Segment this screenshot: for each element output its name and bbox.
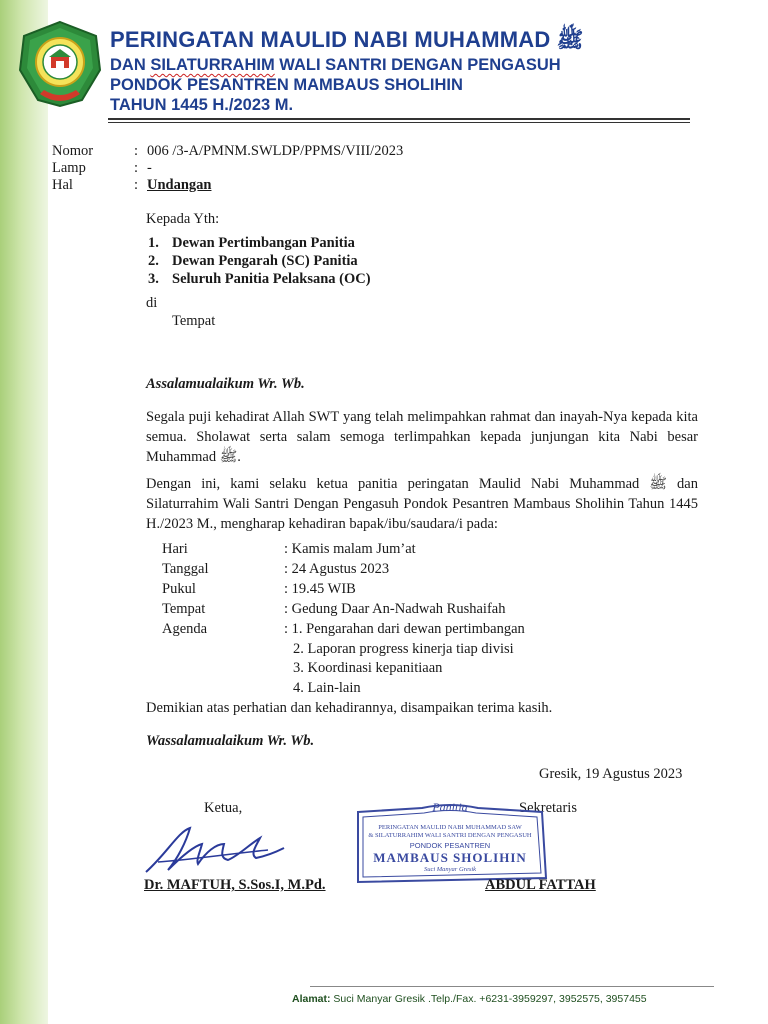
agenda-item-2: 2. Laporan progress kinerja tiap divisi [293, 641, 514, 657]
salam-closing: Wassalamualaikum Wr. Wb. [146, 733, 315, 749]
hal-colon: : [134, 177, 139, 193]
recipient-num-1: 1. [148, 235, 159, 251]
event-tanggal-value: : 24 Agustus 2023 [284, 561, 390, 577]
closing-text: Demikian atas perhatian dan kehadirannya, disampaikan terima kasih. [146, 700, 553, 716]
stamp-line-5: Suci Manyar Gresik [423, 866, 477, 873]
header-subtitle-1 [110, 56, 561, 75]
stamp-line-4: MAMBAUS SHOLIHIN [373, 850, 527, 865]
recipient-item-1: Dewan Pertimbangan Panitia [172, 235, 355, 251]
agenda-item-3: 3. Koordinasi kepanitiaan [293, 660, 443, 676]
recipient-item-2: Dewan Pengarah (SC) Panitia [172, 253, 358, 269]
paragraph-1: Segala puji kehadirat Allah SWT yang telah melimpahkan rahmat dan inayah-Nya kepada kita semua. Sholawat serta salam semoga terlimpahkan kepada junjungan kita Nabi besar Muhammad ﷺ. [146, 409, 698, 465]
nomor-label: Nomor [52, 143, 94, 159]
header-subtitle-2: PONDOK PESANTREN MAMBAUS SHOLIHIN [110, 76, 463, 94]
paragraph-2: Dengan ini, kami selaku ketua panitia peringatan Maulid Nabi Muhammad ﷺ dan Silaturrahim Wali Santri Dengan Pengasuh Pondok Pesantren Mambaus Sholihin Tahun 1445 H./2023 M., mengharap kehadiran bapak/ibu/saudara/i pada: [146, 476, 698, 532]
ketua-signature [138, 822, 288, 878]
stamp-line-3: PONDOK PESANTREN [409, 841, 491, 850]
side-green-band [0, 0, 48, 1024]
sekretaris-name: ABDUL FATTAH [485, 877, 596, 893]
stamp-line-2: & SILATURRAHIM WALI SANTRI DENGAN PENGASUH [368, 832, 532, 839]
footer-rule [310, 986, 714, 987]
agenda-item-1: : 1. Pengarahan dari dewan pertimbangan [284, 621, 525, 637]
event-hari-label: Hari [162, 541, 188, 557]
recipient-num-2: 2. [148, 253, 159, 269]
footer-address [292, 993, 647, 1005]
header-subtitle-3: TAHUN 1445 H./2023 M. [110, 96, 294, 114]
hal-label: Hal [52, 177, 73, 193]
lamp-value: - [147, 160, 152, 176]
footer-address-label: Alamat: [292, 993, 331, 1005]
nomor-value: 006 /3-A/PMNM.SWLDP/PPMS/VIII/2023 [147, 143, 404, 159]
header-subtitle-prefix: DAN [110, 56, 151, 74]
sekretaris-title: Sekretaris [519, 800, 577, 816]
event-agenda-label: Agenda [162, 621, 208, 637]
school-logo [18, 20, 102, 108]
event-tempat-label: Tempat [162, 601, 206, 617]
header-subtitle-rest: WALI SANTRI DENGAN PENGASUH [274, 56, 561, 74]
recipient-tempat: Tempat [172, 313, 216, 329]
stamp-top: Panitia [432, 800, 468, 814]
recipient-item-3: Seluruh Panitia Pelaksana (OC) [172, 271, 371, 287]
lamp-colon: : [134, 160, 139, 176]
recipient-di: di [146, 295, 158, 311]
recipient-num-3: 3. [148, 271, 159, 287]
event-tempat-value: : Gedung Daar An-Nadwah Rushaifah [284, 601, 506, 617]
salam-opening: Assalamualaikum Wr. Wb. [146, 376, 305, 392]
agenda-item-4: 4. Lain-lain [293, 680, 361, 696]
header-rule-thick [108, 118, 690, 120]
committee-stamp [352, 800, 548, 886]
hal-value: Undangan [147, 177, 212, 193]
nomor-colon: : [134, 143, 139, 159]
header-title: PERINGATAN MAULID NABI MUHAMMAD ﷺ [110, 27, 584, 52]
header-subtitle-wavy: SILATURRAHIM [150, 56, 275, 74]
event-tanggal-label: Tanggal [162, 561, 209, 577]
lamp-label: Lamp [52, 160, 86, 176]
stamp-line-1: PERINGATAN MAULID NABI MUHAMMAD SAW [378, 824, 522, 831]
ketua-name: Dr. MAFTUH, S.Sos.I, M.Pd. [144, 877, 326, 893]
header-rule-thin [108, 122, 690, 123]
recipient-greeting: Kepada Yth: [146, 211, 220, 227]
event-hari-value: : Kamis malam Jum’at [284, 541, 416, 557]
event-pukul-label: Pukul [162, 581, 196, 597]
footer-address-text: Suci Manyar Gresik .Telp./Fax. +6231-3959297, 3952575, 3957455 [330, 993, 647, 1005]
event-pukul-value: : 19.45 WIB [284, 581, 356, 597]
place-date: Gresik, 19 Agustus 2023 [539, 766, 683, 782]
ketua-title: Ketua, [204, 800, 243, 816]
